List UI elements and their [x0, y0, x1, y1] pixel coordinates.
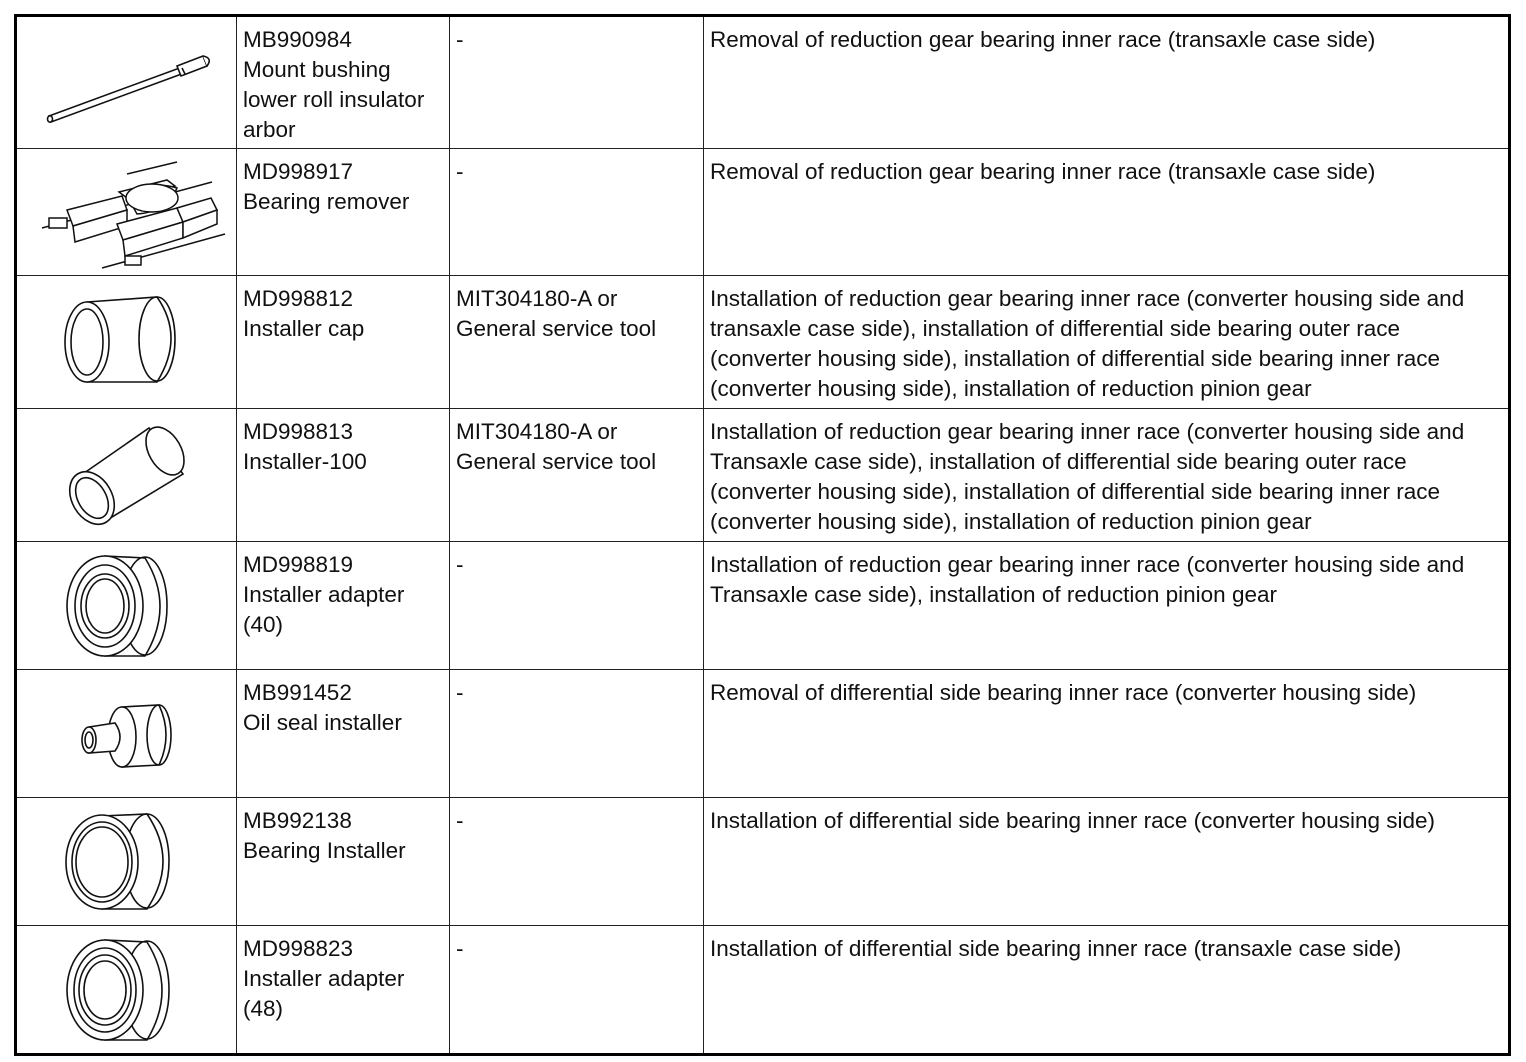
oil-seal-installer-icon	[67, 689, 187, 779]
tool-number-name-cell	[237, 670, 450, 798]
table-row	[16, 149, 1510, 276]
tool-number: MB990984	[243, 27, 352, 52]
tool-number-name-cell	[237, 149, 450, 276]
application-cell: Removal of reduction gear bearing inner race (transaxle case side)	[704, 149, 1510, 276]
installer-adapter-40-icon	[57, 546, 197, 666]
tool-illustration-cell	[16, 149, 237, 276]
application-cell: Removal of reduction gear bearing inner race (transaxle case side)	[704, 16, 1510, 149]
table-row	[16, 409, 1510, 542]
tool-name: Mount bushing lower roll insulator arbor	[243, 57, 425, 142]
arbor-icon	[27, 28, 227, 138]
tool-number: MD998812	[243, 286, 354, 311]
tool-number-name-cell	[237, 16, 450, 149]
table-row	[16, 798, 1510, 926]
alternative-tool-cell: -	[450, 542, 704, 670]
tool-illustration-cell	[16, 409, 237, 542]
application-cell: Installation of differential side bearing inner race (converter housing side)	[704, 798, 1510, 926]
tool-name: Bearing remover	[243, 189, 410, 214]
tool-name: Oil seal installer	[243, 710, 402, 735]
alternative-tool-cell: MIT304180-A or General service tool	[450, 409, 704, 542]
special-tools-table	[14, 14, 1511, 1056]
tool-illustration-cell	[16, 276, 237, 409]
application-cell: Installation of differential side bearing inner race (transaxle case side)	[704, 926, 1510, 1055]
tool-number: MB992138	[243, 808, 352, 833]
alternative-tool-cell: MIT304180-A or General service tool	[450, 276, 704, 409]
table-row	[16, 670, 1510, 798]
alternative-tool-cell: -	[450, 926, 704, 1055]
table-row	[16, 16, 1510, 149]
tool-name: Bearing Installer	[243, 838, 406, 863]
tool-number-name-cell	[237, 409, 450, 542]
application-cell: Removal of differential side bearing inner race (converter housing side)	[704, 670, 1510, 798]
tool-name: Installer adapter (40)	[243, 582, 405, 637]
table-row	[16, 542, 1510, 670]
bearing-installer-icon	[57, 804, 197, 919]
alternative-tool-cell: -	[450, 16, 704, 149]
installer-adapter-48-icon	[57, 930, 197, 1050]
application-cell: Installation of reduction gear bearing inner race (converter housing side and Transaxle case side), installation of differential side bearing outer race (converter housing side), installation of differential side bearing inner race (converter housing side), installation of reduction pinion gear	[704, 409, 1510, 542]
tool-number-name-cell	[237, 798, 450, 926]
tool-illustration-cell	[16, 670, 237, 798]
tool-name: Installer adapter (48)	[243, 966, 405, 1021]
installer-100-icon	[57, 420, 197, 530]
tool-number-name-cell	[237, 542, 450, 670]
tool-number: MD998813	[243, 419, 354, 444]
bearing-remover-icon	[27, 152, 227, 272]
alternative-tool-cell: -	[450, 798, 704, 926]
tool-illustration-cell	[16, 16, 237, 149]
tool-illustration-cell	[16, 926, 237, 1055]
tool-number: MD998823	[243, 936, 354, 961]
alternative-tool-cell: -	[450, 149, 704, 276]
tool-number: MD998917	[243, 159, 354, 184]
tool-illustration-cell	[16, 798, 237, 926]
table-row	[16, 276, 1510, 409]
application-cell: Installation of reduction gear bearing inner race (converter housing side and Transaxle case side), installation of reduction pinion gear	[704, 542, 1510, 670]
tool-illustration-cell	[16, 542, 237, 670]
tool-name: Installer-100	[243, 449, 367, 474]
installer-cap-icon	[57, 287, 197, 397]
tool-number: MD998819	[243, 552, 354, 577]
tool-number-name-cell	[237, 276, 450, 409]
tool-number-name-cell	[237, 926, 450, 1055]
table-row	[16, 926, 1510, 1055]
tool-name: Installer cap	[243, 316, 365, 341]
tool-number: MB991452	[243, 680, 352, 705]
alternative-tool-cell: -	[450, 670, 704, 798]
application-cell: Installation of reduction gear bearing inner race (converter housing side and transaxle case side), installation of differential side bearing outer race (converter housing side), installation of differential side bearing inner race (converter housing side), installation of reduction pinion gear	[704, 276, 1510, 409]
